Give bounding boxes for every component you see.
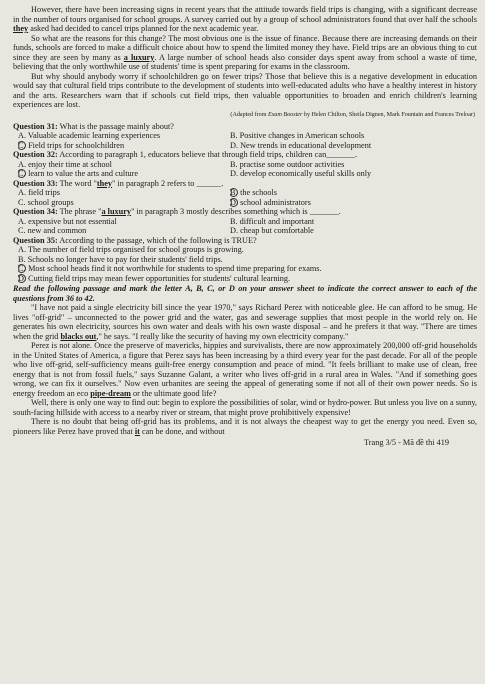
circled-mark: C. (18, 140, 26, 150)
circled-mark: D. (18, 273, 27, 283)
question-34 (13, 207, 477, 236)
text: can be done, and without (141, 426, 225, 436)
question-text: The word " (59, 178, 97, 188)
question-number: Question 34: (13, 207, 58, 216)
option-text: Most school heads find it not worthwhile for students to spend time preparing for exams. (28, 264, 322, 273)
passage2-paragraph-4 (13, 417, 477, 436)
underlined-word: they (96, 178, 113, 188)
text: There is no doubt that being off-grid has its problems, and it is not always the cheapest way to get the energy you need. Even so, pioneers like Perez have proved that (13, 417, 477, 436)
option-b[interactable]: B. practise some outdoor activities (230, 159, 345, 169)
text: However, there have been increasing signs in recent years that the attitude towards field trips is changing, with a significant decrease in the number of tours organised for school groups. A survey carried out by a group of school administrators found that over half the schools (13, 5, 477, 24)
option-text: school administrators (240, 197, 311, 207)
page-footer: Trang 3/5 - Mã đề thi 419 (364, 438, 449, 447)
option-b[interactable]: B. difficult and important (230, 216, 315, 226)
underlined-phrase-luxury: a luxury (123, 52, 155, 62)
text: Perez is not alone. Once the preserve of mavericks, hippies and survivalists, there are now approximately 200,000 off-grid households in the United States of America, a figure that Perez says has been increasing by a third every year for the past decade. For all of the people who live off-grid, self-sufficiency means guilt-free energy consumption and peace of mind. "It feels brilliant to make use of clean, free energy that is not from fossil fuels," says Suzanne Galant, a writer who lives off-grid in a rural area in Wales. "And if something goes wrong, we can fix it ourselves." Now even urbanites are seeing the appeal of generating some if not all of their own power needs. So is energy freedom an eco (13, 341, 477, 398)
underlined-phrase: a luxury (101, 207, 132, 216)
text: "I have not paid a single electricity bill since the year 1970," says Richard Perez with noticeable glee. He can afford to be smug. He lives "off-grid" – unconnected to the power grid and the water, gas and sewerage supplies that most people in the world rely on. He generates his own electricity, sources his own water and deals with his own waste disposal – and he prefers it that way. "There are times when the grid (13, 303, 477, 341)
option-d[interactable]: D. New trends in educational development (230, 140, 372, 150)
underlined-word-they: they (13, 24, 29, 33)
option-text: learn to value the arts and culture (28, 169, 139, 178)
source-book-title: Exam Booster (268, 111, 303, 118)
question-number: Question 33: (13, 178, 58, 188)
passage2-paragraph-2 (13, 341, 477, 398)
circled-mark: D. (230, 197, 239, 207)
passage1-paragraph-1 (13, 5, 477, 34)
option-d[interactable] (18, 274, 477, 284)
passage1-paragraph-2 (13, 34, 477, 72)
answer-blank: ______. (196, 178, 224, 188)
question-text: According to the passage, which of the following is TRUE? (59, 235, 257, 245)
text: or the ultimate good life? (132, 388, 217, 398)
circled-mark: B. (230, 188, 238, 197)
option-text: Cutting field trips may mean fewer opportunities for students' cultural learning. (28, 273, 291, 283)
passage2-paragraph-3: Well, there is only one way to find out: begin to explore the possibilities of solar, wind or hydro-power. But unless you live on a sunny, south-facing hillside with access to a nearby river or stream, that might prove prohibitively expensive! (13, 398, 477, 417)
underlined-phrase-pipe-dream: pipe-dream (90, 388, 131, 398)
text: . A large number of school heads also consider days spent away from school a waste of time, believing that the only worthwhile use of students' time is spent preparing for exams in the classroom. (13, 52, 477, 71)
option-a[interactable]: A. Valuable academic learning experiences (18, 131, 161, 140)
option-a[interactable]: A. expensive but not essential (18, 216, 117, 226)
text: (Adapted from (230, 111, 267, 118)
question-text: According to paragraph 1, educators believe that through field trips, children can (59, 150, 327, 159)
question-text: What is the passage mainly about? (59, 121, 174, 131)
option-a[interactable]: A. The number of field trips organised for school groups is growing. (18, 245, 244, 254)
text: by Helen Chilton, Sheila Dignen, Mark Fountain and Frances Treloar) (303, 111, 475, 118)
option-a[interactable]: A. field trips (18, 188, 60, 197)
option-c[interactable]: C. new and common (18, 226, 87, 235)
question-35 (13, 236, 477, 284)
option-d[interactable] (230, 198, 477, 208)
option-a[interactable]: A. enjoy their time at school (18, 159, 112, 169)
text: ," he says. "I really like the security of having my own electricity company." (96, 331, 349, 341)
text: So what are the reasons for this change? The most obvious one is the issue of finance. Because there are increasing demands on their funds, schools are forced to make a difficult choice about how to spend the limited money they have. Field trips are an obvious thing to cut since they are seen by many as (13, 33, 477, 62)
text: asked had decided to cancel trips planned for the next academic year. (30, 24, 259, 33)
underlined-phrase-blacks-out: blacks out (60, 331, 97, 341)
circled-mark: C. (18, 169, 26, 178)
question-number: Question 35: (13, 235, 58, 245)
question-text: " in paragraph 2 refers to (112, 178, 195, 188)
option-c[interactable] (18, 169, 230, 179)
option-c[interactable] (18, 264, 477, 274)
source-citation (13, 111, 475, 119)
question-32 (13, 150, 477, 179)
option-text: the schools (240, 188, 277, 197)
option-c[interactable]: C. school groups (18, 197, 74, 207)
answer-blank: _______. (309, 207, 341, 216)
option-b[interactable] (230, 188, 477, 198)
option-b[interactable]: B. Schools no longer have to pay for their students' field trips. (18, 254, 223, 264)
question-31 (13, 122, 477, 151)
underlined-word-it: it (134, 426, 140, 436)
answer-blank: _______. (326, 150, 358, 159)
circled-mark: C. (18, 264, 26, 273)
option-b[interactable]: B. Positive changes in American schools (230, 131, 365, 140)
option-text: Field trips for schoolchildren (28, 140, 125, 150)
option-d[interactable]: D. cheap but comfortable (230, 226, 314, 235)
question-text: The phrase " (59, 207, 102, 216)
question-33 (13, 179, 477, 208)
section-instruction: Read the following passage and mark the letter A, B, C, or D on your answer sheet to indicate the correct answer to each of the questions from 36 to 42. (13, 284, 477, 303)
question-text: " in paragraph 3 mostly describes something which is (131, 207, 308, 216)
option-c[interactable] (18, 141, 230, 151)
question-number: Question 31: (13, 121, 58, 131)
question-number: Question 32: (13, 150, 58, 159)
passage2-paragraph-1 (13, 303, 477, 341)
option-d[interactable]: D. develop economically useful skills only (230, 169, 372, 178)
passage1-paragraph-3: But why should anybody worry if schoolchildren go on fewer trips? Those that believe this is a negative development in education would say that cultural field trips contribute to the development of students into well-educated adults who have a healthy interest in history and the arts. Researchers warn that if schools cut field trips, then valuable opportunities to broaden and enrich children's learning experiences are lost. (13, 71, 477, 109)
